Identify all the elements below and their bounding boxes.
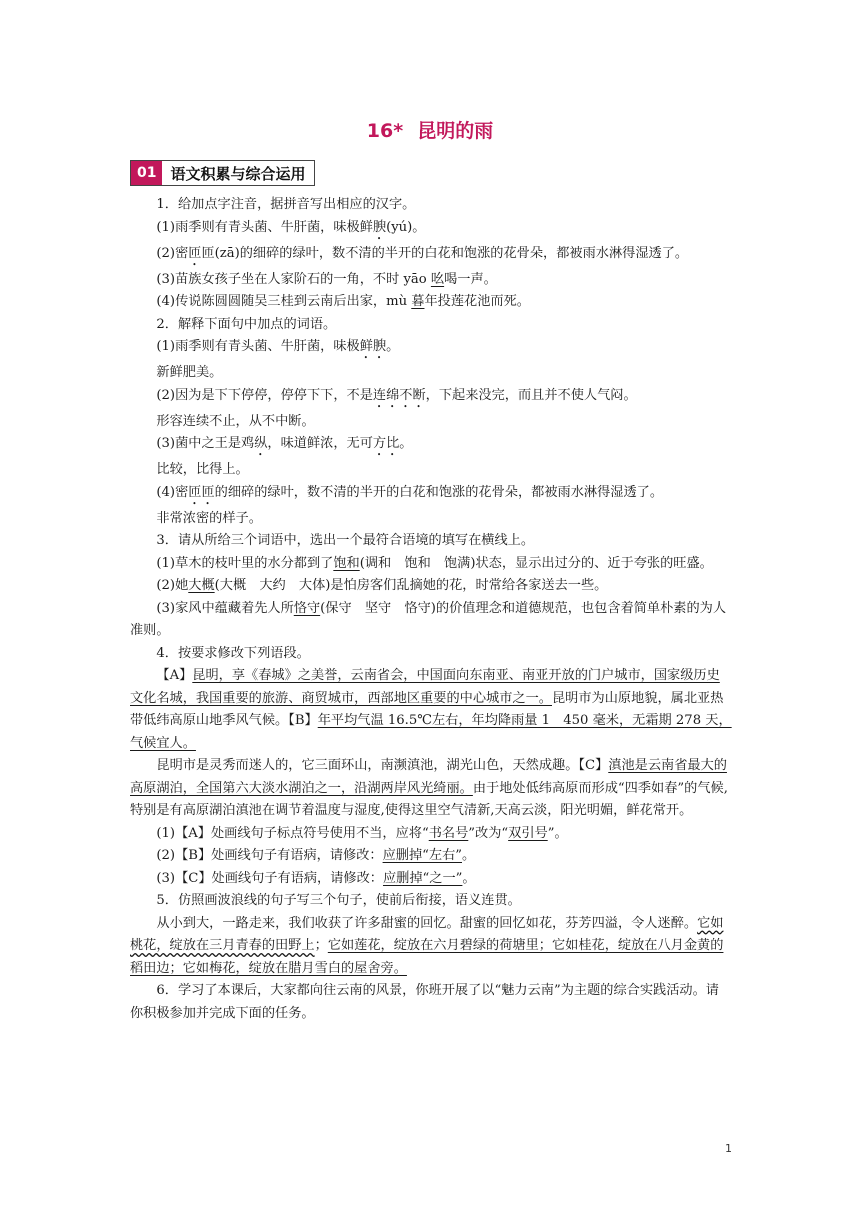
q4-stem: 4．按要求修改下列语段。 — [156, 645, 310, 661]
q4-passage-2: 昆明市是灵秀而迷人的，它三面环山，南濒滇池，湖光山色，天然成趣。【C】滇池是云南省最大的高原湖泊，全国第六大淡水湖泊之一，沿湖两岸风光绮丽。由于地处低纬高原而形成“四季如春”的气候,特别是有高原湖泊滇池在调节着温度与湿度,使得这里空气清新,天高云淡，阳光明媚，鲜花常开。 — [130, 758, 728, 818]
q2-answer-2: 形容连续不止，从不中断。 — [156, 413, 315, 429]
lesson-name: 昆明的雨 — [417, 120, 494, 142]
q3-stem: 3．请从所给三个词语中，选出一个最符合语境的填写在横线上。 — [156, 533, 535, 548]
q1-item-4: (4)传说陈圆圆随吴三桂到云南后出家，mù 暮年投莲花池而死。 — [156, 294, 530, 309]
q6-stem: 6．学习了本课后，大家都向往云南的风景，你班开展了以“魅力云南”为主题的综合实践活动。请你积极参加并完成下面的任务。 — [130, 983, 719, 1021]
section-label: 语文积累与综合运用 — [170, 164, 306, 183]
q2-stem: 2．解释下面句中加点的词语。 — [156, 316, 337, 332]
q4-sub-3: (3)【C】处画线句子有语病，请修改：应删掉“之一”。 — [156, 870, 476, 886]
q2-answer-3: 比较，比得上。 — [156, 462, 249, 477]
q3-item-1: (1)草木的枝叶里的水分都到了饱和(调和 饱和 饱满)状态，显示出过分的、近于夸张的旺盛。 — [156, 555, 713, 571]
q1-stem: 1．给加点字注音，据拼音写出相应的汉字。 — [156, 197, 416, 212]
q2-item-3: (3)菌中之王是鸡纵，味道鲜浓，无可方比。 — [156, 436, 413, 451]
q2-item-4: (4)密匝匝的细碎的绿叶，数不清的半开的白花和饱涨的花骨朵，都被雨水淋得湿透了。 — [156, 484, 664, 500]
q3-item-2: (2)她大概(大概 大约 大体)是怕房客们乱摘她的花，时常给各家送去一些。 — [156, 578, 608, 593]
q2-answer-4: 非常浓密的样子。 — [156, 510, 262, 526]
page-number: 1 — [725, 1142, 732, 1155]
q2-answer-1: 新鲜肥美。 — [156, 365, 223, 380]
q3-item-3: (3)家风中蕴藏着先人所恪守(保守 坚守 恪守)的价值理念和道德规范，也包含着简单朴素的为人准则。 — [130, 600, 727, 638]
lesson-title — [0, 116, 860, 143]
q4-sub-2: (2)【B】处画线句子有语病，请修改：应删掉“左右”。 — [156, 848, 476, 863]
q1-item-2: (2)密匝匝(zā)的细碎的绿叶，数不清的半开的白花和饱涨的花骨朵，都被雨水淋得湿透了。 — [156, 245, 689, 261]
q5-passage: 从小到大，一路走来，我们收获了许多甜蜜的回忆。甜蜜的回忆如花，芬芳四溢，令人迷醉。它如桃花，绽放在三月青春的田野上；它如莲花，绽放在六月碧绿的荷塘里；它如桂花，绽放在八月金黄的稻田边；它如梅花，绽放在腊月雪白的屋舍旁。 — [130, 915, 724, 976]
q2-item-1: (1)雨季则有青头菌、牛肝菌，味极鲜腴。 — [156, 339, 400, 354]
section-header — [130, 160, 315, 186]
section-number: 01 — [131, 161, 162, 185]
exercise-content — [130, 194, 732, 1025]
q4-sub-1: (1)【A】处画线句子标点符号使用不当，应将“书名号”改为“双引号”。 — [156, 825, 568, 841]
q1-item-3: (3)苗族女孩子坐在人家阶石的一角，不时 yāo 吆喝一声。 — [156, 271, 497, 287]
q1-item-1: (1)雨季则有青头菌、牛肝菌，味极鲜腴(yú)。 — [156, 219, 426, 235]
q4-passage-1: 【A】昆明，享《春城》之美誉，云南省会，中国面向东南亚、南亚开放的门户城市，国家级历史文化名城，我国重要的旅游、商贸城市，西部地区重要的中心城市之一。昆明市为山原地貌，属北亚热带低纬高原山地季风气候。【B】年平均气温 16.5℃左右，年均降雨量 1 450 毫米，无霜期 278 天，气候宜人。 — [130, 668, 732, 751]
q2-item-2: (2)因为是下下停停，停停下下，不是连绵不断，下起来没完，而且并不使人气闷。 — [156, 387, 637, 403]
lesson-number: 16* — [366, 120, 404, 142]
q5-stem: 5．仿照画波浪线的句子写三个句子，使前后衔接，语义连贯。 — [156, 893, 521, 908]
